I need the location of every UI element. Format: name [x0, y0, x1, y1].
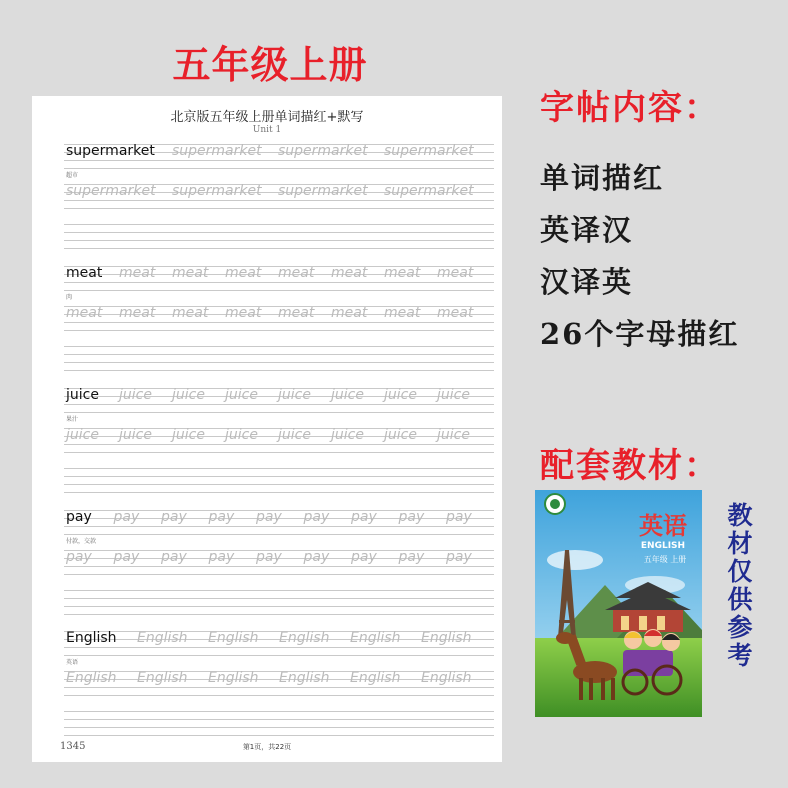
trace-word: meat — [119, 305, 156, 321]
word-meaning: 肉 — [66, 294, 73, 301]
content-item: 26个字母描红 — [540, 317, 740, 351]
trace-word: English — [421, 670, 472, 686]
trace-word: English — [208, 630, 259, 646]
trace-word: supermarket — [278, 143, 368, 159]
trace-word: supermarket — [278, 183, 368, 199]
trace-row — [64, 136, 494, 176]
trace-word: pay — [161, 509, 187, 525]
trace-row — [64, 298, 494, 338]
model-word: juice — [66, 387, 99, 403]
trace-word: supermarket — [384, 183, 474, 199]
trace-word: meat — [437, 305, 474, 321]
reference-note-text: 教材仅供参考 — [724, 502, 753, 670]
trace-word: English — [279, 670, 330, 686]
trace-word: English — [208, 670, 259, 686]
content-heading: 字帖内容： — [540, 88, 720, 128]
trace-word: juice — [384, 427, 417, 443]
trace-word: meat — [278, 305, 315, 321]
trace-word: pay — [256, 549, 282, 565]
trace-word: pay — [161, 549, 187, 565]
content-item: 汉译英 — [540, 265, 634, 299]
trace-word: English — [137, 670, 188, 686]
content-list — [540, 152, 780, 360]
word-meaning: 英语 — [66, 659, 79, 666]
trace-word: pay — [446, 509, 472, 525]
trace-row — [64, 420, 494, 460]
trace-word: juice — [172, 387, 205, 403]
trace-word: meat — [384, 305, 421, 321]
trace-word: meat — [119, 265, 156, 281]
trace-word: juice — [119, 387, 152, 403]
content-item: 英译汉 — [540, 213, 634, 247]
trace-word: pay — [208, 549, 235, 565]
trace-word: juice — [225, 387, 258, 403]
blank-row — [64, 582, 494, 622]
blank-row — [64, 460, 494, 500]
word-block-pay — [64, 502, 494, 622]
trace-word: English — [66, 670, 117, 686]
word-meaning: 超市 — [66, 172, 79, 179]
trace-word: pay — [303, 549, 330, 565]
trace-row — [64, 258, 494, 298]
trace-word: juice — [437, 427, 470, 443]
page-title: 五年级上册 — [172, 43, 368, 87]
reference-note — [722, 502, 754, 670]
page-code: 1345 — [60, 741, 86, 752]
trace-word: meat — [225, 305, 262, 321]
word-block-supermarket — [64, 136, 494, 256]
material-heading: 配套教材： — [540, 446, 720, 486]
trace-word: juice — [119, 427, 152, 443]
word-block-juice — [64, 380, 494, 500]
trace-word: English — [279, 630, 330, 646]
trace-word: juice — [278, 427, 311, 443]
trace-word: English — [421, 630, 472, 646]
trace-word: meat — [331, 305, 368, 321]
trace-word: juice — [278, 387, 311, 403]
trace-word: English — [137, 630, 188, 646]
trace-word: English — [350, 630, 401, 646]
model-word: meat — [66, 265, 103, 281]
trace-row — [64, 176, 494, 216]
worksheet — [32, 96, 502, 762]
page-number: 第1页，共22页 — [242, 743, 292, 751]
trace-word: meat — [331, 265, 368, 281]
model-word: pay — [66, 509, 92, 525]
model-word: English — [66, 630, 117, 646]
trace-word: pay — [303, 509, 330, 525]
trace-word: juice — [331, 427, 364, 443]
trace-row — [64, 542, 494, 582]
book-title-cn: 英语 — [639, 512, 687, 540]
worksheet-title: 北京版五年级上册单词描红+默写 — [170, 110, 364, 125]
trace-word: pay — [113, 549, 140, 565]
trace-word: juice — [172, 427, 205, 443]
trace-word: pay — [256, 509, 282, 525]
trace-word: pay — [66, 549, 92, 565]
word-meaning: 付款，交款 — [66, 538, 97, 545]
trace-word: pay — [351, 549, 377, 565]
trace-word: juice — [225, 427, 258, 443]
word-meaning: 果汁 — [66, 416, 79, 423]
trace-word: meat — [172, 305, 209, 321]
trace-row — [64, 380, 494, 420]
trace-word: English — [350, 670, 401, 686]
book-grade: 五年级 上册 — [643, 555, 687, 564]
textbook-cover — [535, 490, 702, 717]
blank-row — [64, 216, 494, 256]
book-title-en: ENGLISH — [640, 541, 686, 551]
trace-word: juice — [331, 387, 364, 403]
trace-word: meat — [384, 265, 421, 281]
trace-word: meat — [172, 265, 209, 281]
trace-word: pay — [446, 549, 472, 565]
word-block-meat — [64, 258, 494, 378]
trace-word: supermarket — [172, 143, 262, 159]
trace-word: pay — [398, 549, 425, 565]
trace-word: juice — [384, 387, 417, 403]
trace-word: meat — [66, 305, 103, 321]
trace-word: pay — [351, 509, 377, 525]
trace-word: pay — [398, 509, 425, 525]
trace-word: supermarket — [66, 183, 156, 199]
trace-word: supermarket — [172, 183, 262, 199]
trace-word: pay — [113, 509, 140, 525]
word-block-english — [64, 623, 494, 743]
trace-word: meat — [278, 265, 315, 281]
blank-row — [64, 338, 494, 378]
model-word: supermarket — [66, 143, 155, 159]
trace-word: meat — [225, 265, 262, 281]
blank-row — [64, 703, 494, 743]
trace-word: juice — [66, 427, 99, 443]
worksheet-unit: Unit 1 — [252, 125, 282, 135]
content-item: 单词描红 — [540, 161, 665, 195]
trace-row — [64, 663, 494, 703]
trace-word: juice — [437, 387, 470, 403]
trace-row — [64, 502, 494, 542]
trace-word: pay — [208, 509, 235, 525]
trace-word: meat — [437, 265, 474, 281]
trace-row — [64, 623, 494, 663]
trace-word: supermarket — [384, 143, 474, 159]
